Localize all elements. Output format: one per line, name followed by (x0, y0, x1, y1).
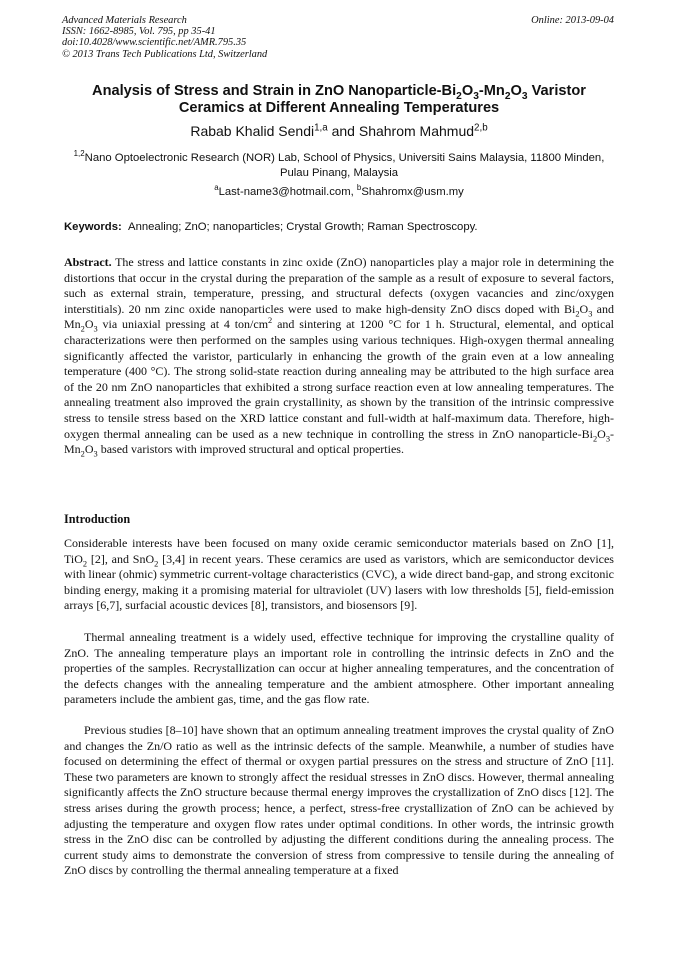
title-text: Varistor (527, 83, 586, 99)
intro-sub: 2 (82, 558, 88, 568)
abstract (64, 255, 614, 458)
abstract-sub: 3 (605, 433, 610, 443)
author-sup: 2,b (474, 122, 488, 134)
email-sup: a (214, 183, 219, 193)
paper-title (40, 83, 638, 117)
keywords (64, 221, 614, 233)
journal-name: Advanced Materials Research (62, 15, 187, 26)
intro-paragraph-2 (64, 630, 614, 708)
abstract-sub: 2 (575, 309, 580, 319)
title-line-2: Ceramics at Different Annealing Temperatures (178, 100, 500, 116)
title-text: O (510, 83, 522, 99)
abstract-text: O (84, 442, 94, 457)
email-link[interactable]: Shahromx@usm.my (361, 186, 464, 198)
abstract-text: The stress and lattice constants in zinc oxide (ZnO) nanoparticles play a major role in determining the distortions that occur in the crystal during the preparation of the sample as a result of exposure to several factors, such as external strain, temperature, pressing, and structural defects (oxygen vacancies and zinc/oxygen interstitials). 20 nm zinc oxide nanoparticles were used to make high-density ZnO discs doped with Bi (64, 255, 614, 316)
author-sup: 1,a (314, 122, 328, 134)
intro-text: [2], and SnO (87, 551, 155, 566)
title-sub: 3 (521, 90, 528, 102)
author-and: and (327, 123, 359, 139)
abstract-text: and sintering at 1200 °C for 1 h. Structural, elemental, and optical characterizations were then performed on the samples using various techniques. High-oxygen thermal annealing significantly affected the varistor, particularly in enhancing the growth of the grain even at a low annealing temperature (400 °C). The strong solid-state reaction during annealing may be attributed to the high surface area of the 20 nm ZnO nanoparticles that exhibited a strong surface reaction even at low annealing temperatures. The annealing treatment also improved the grain crystallinity, as shown by the transition of the intrinsic compressive stress to tensile stress based on the XRD lattice constant and full-width at half-maximum data. Therefore, high-oxygen thermal annealing can be used as a new technique in controlling the stress in ZnO nanoparticle-Bi (64, 317, 614, 441)
keywords-text: Annealing; ZnO; nanoparticles; Crystal Growth; Raman Spectroscopy. (128, 221, 478, 233)
email-sup: b (356, 183, 362, 193)
intro-text: [3,4] in recent years. These ceramics are used as varistors, which are semiconductor devices with linear (ohmic) symmetric current-voltage characteristics (CVC), a wide direct band-gap, and strong excitonic binding energy, making it a promising material for ultraviolet (UV) lasers with low thresholds [5], field-emission arrays [6,7], surfacial acoustic devices [8], transistors, and biosensors [9]. (64, 551, 614, 613)
affiliation-sup: 1,2 (73, 149, 85, 159)
author-name: Rabab Khalid Sendi (190, 123, 315, 139)
abstract-sub: 2 (592, 433, 598, 443)
abstract-sub: 3 (588, 309, 593, 319)
abstract-sub: 3 (93, 449, 98, 459)
title-sub: 2 (504, 90, 511, 102)
abstract-text: O (579, 301, 589, 316)
intro-paragraph-3 (64, 723, 614, 879)
abstract-label: Abstract. (64, 255, 112, 269)
online-date: Online: 2013-09-04 (531, 15, 614, 26)
issn-line: ISSN: 1662-8985, Vol. 795, pp 35-41 (62, 26, 216, 38)
abstract-text: -Mn (64, 426, 614, 457)
abstract-text: via uniaxial pressing at 4 ton/cm (97, 317, 269, 332)
section-heading-introduction: Introduction (64, 512, 131, 526)
author-list (0, 123, 678, 139)
journal-info (62, 15, 267, 60)
title-text: -Mn (478, 83, 505, 99)
copyright-line: © 2013 Trans Tech Publications Ltd, Switzerland (62, 48, 268, 60)
keywords-label: Keywords: (64, 221, 122, 233)
email-link[interactable]: Last-name3@hotmail.com, (218, 186, 357, 198)
intro-text: Thermal annealing treatment is a widely used, effective technique for improving the crystalline quality of ZnO. The annealing temperature plays an important role in controlling the intrinsic defects in ZnO and the properties of the samples. Recrystallization can occur at higher annealing temperatures, and the concentration of the defects changes with the annealing temperature and the ambient atmosphere. Other important annealing parameters include the ambient gas, time, and the gas flow rate. (64, 630, 614, 707)
intro-sub: 2 (154, 558, 159, 568)
intro-text: Considerable interests have been focused on many oxide ceramic semiconductor materials based on ZnO [1], TiO (64, 536, 614, 566)
abstract-sup: 2 (268, 316, 273, 326)
abstract-sub: 3 (93, 324, 98, 334)
title-text: O (461, 83, 474, 99)
abstract-text: based varistors with improved structural and optical properties. (97, 442, 404, 457)
affiliation-text: Nano Optoelectronic Research (NOR) Lab, School of Physics, Universiti Sains Malaysia, 11800 Minden, Pulau Pinang, Malaysia (84, 152, 605, 179)
abstract-text: and Mn (64, 301, 614, 332)
abstract-text: O (84, 317, 94, 332)
intro-paragraph-1 (64, 536, 614, 614)
abstract-text: O (597, 426, 606, 441)
abstract-sub: 2 (80, 449, 85, 459)
abstract-sub: 2 (80, 324, 85, 334)
doi-line: doi:10.4028/www.scientific.net/AMR.795.35 (62, 37, 247, 49)
email-line (0, 183, 678, 198)
title-text: Analysis of Stress and Strain in ZnO Nanoparticle-Bi (92, 83, 457, 99)
intro-text: Previous studies [8–10] have shown that an optimum annealing treatment improves the crystal quality of ZnO and changes the Zn/O ratio as well as the intrinsic defects of the sample. Meanwhile, a number of studies have focused on determining the effect of thermal or oxygen partial pressures on the stress and structure of ZnO [11]. These two parameters are known to strongly affect the residual stresses in ZnO discs. However, thermal annealing significantly affects the ZnO structure because thermal energy improves the crystallization of ZnO discs [12]. The stress arises during the growth process; hence, a perfect, stress-free crystallization of ZnO can be achieved by adjusting the temperature and oxygen flow rates under optimal conditions. In other words, the intrinsic growth stress in the ZnO disc can be controlled by adjusting the different conditions during the annealing process. The current study aims to demonstrate the conversion of stress from compressive to tensile during the annealing of ZnO discs by controlling the thermal annealing temperature at a fixed (64, 723, 614, 878)
title-sub: 2 (456, 90, 462, 102)
title-sub: 3 (473, 90, 479, 102)
affiliation (64, 151, 614, 180)
author-name: Shahrom Mahmud (358, 123, 475, 139)
